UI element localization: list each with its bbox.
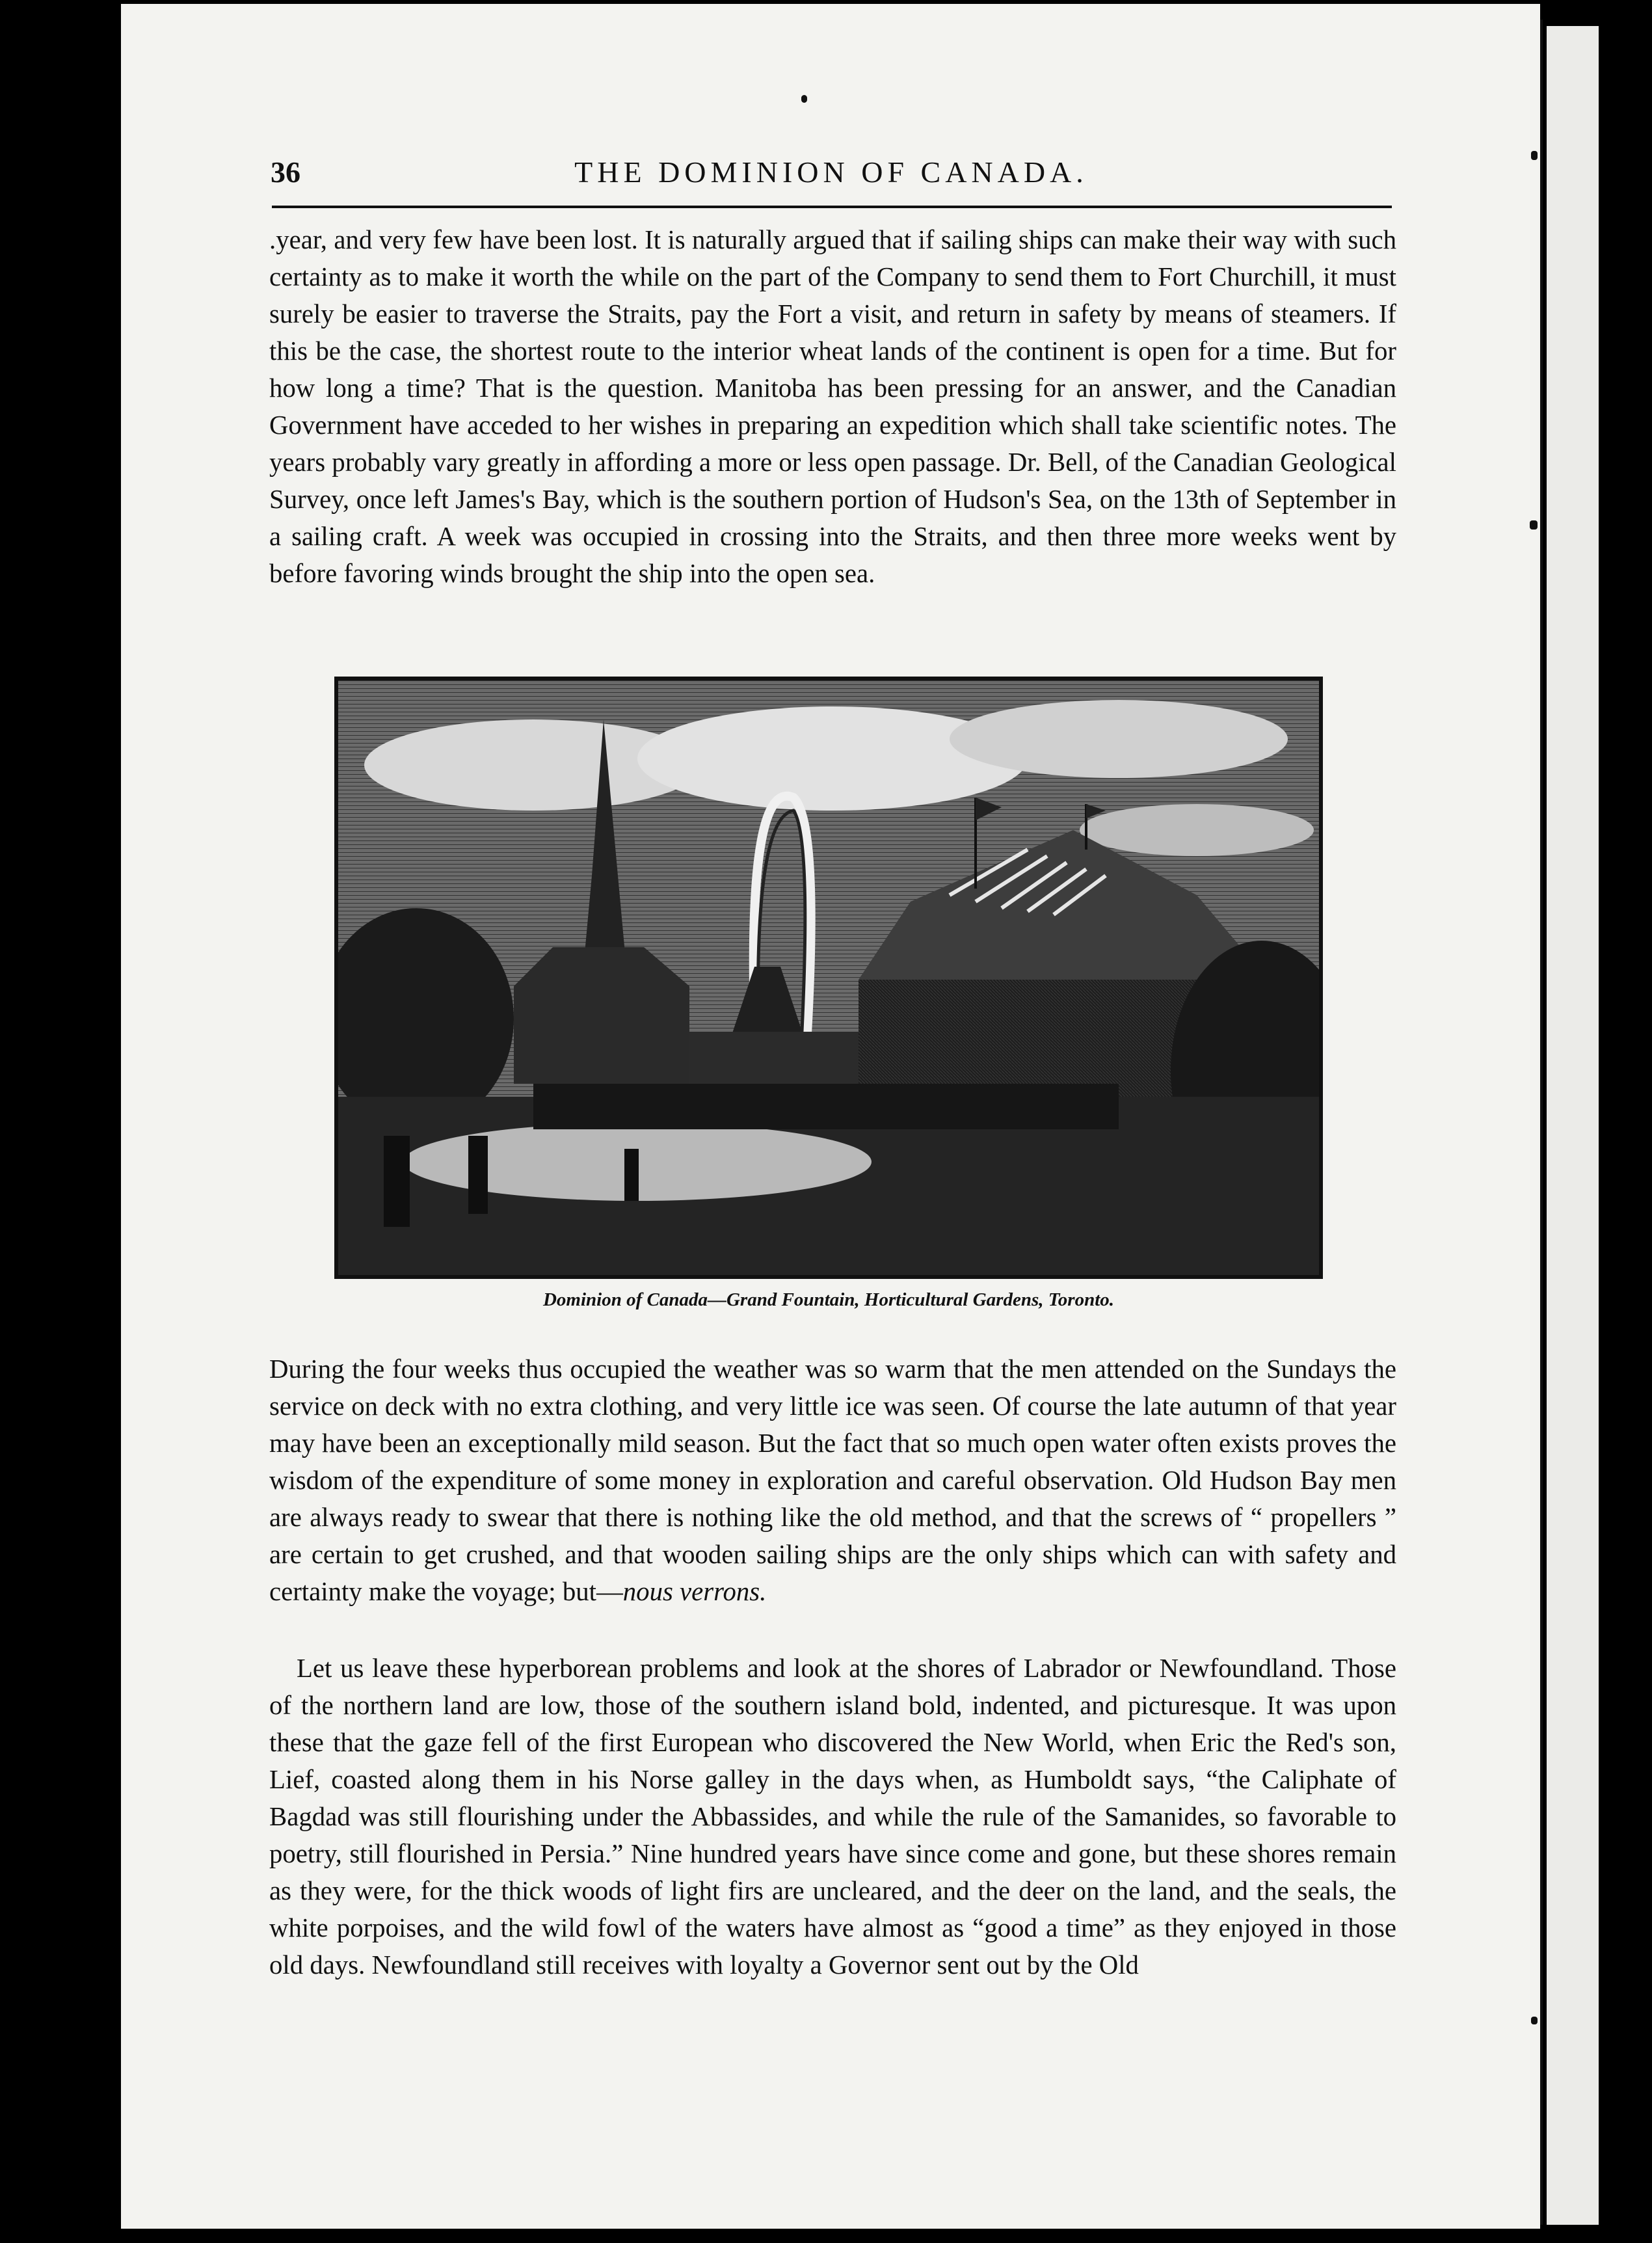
page-number: 36 (271, 155, 300, 189)
house (514, 947, 689, 1084)
engraving-grand-fountain (334, 677, 1323, 1279)
figure-person (468, 1136, 488, 1214)
italic-phrase: nous verrons. (622, 1577, 767, 1606)
cloud (1080, 804, 1314, 856)
paragraph-2-text: During the four weeks thus occupied the weather was so warm that the men attended on the Sundays the service on deck with no extra clothing, and very little ice was seen. Of course the late autumn of that year may have been an exceptionally mild season. But the fact that so much open water often exists proves the wisdom of the expenditure of some money in exploration and careful observation. Old Hudson Bay men are always ready to swear that there is nothing like the old method, and that the screws of “ propellers ” are certain to get crushed, and that wooden sailing ships are the only ships which can with safety and certainty make the voyage; but— (269, 1354, 1396, 1606)
body-paragraph-2 (269, 1350, 1396, 1610)
header-rule (272, 206, 1392, 208)
scan-speck (801, 95, 807, 103)
binding-mark (1531, 151, 1538, 160)
cloud (950, 700, 1288, 778)
body-paragraph-1: .year, and very few have been lost. It is naturally argued that if sailing ships can make their way with such certainty as to make it worth the while on the part of the Company to send them to Fort Churchill, it must surely be easier to traverse the Straits, pay the Fort a visit, and return in safety by means of steamers. If this be the case, the shortest route to the interior wheat lands of the continent is open for a time. But for how long a time? That is the question. Manitoba has been pressing for an answer, and the Canadian Government have acceded to her wishes in preparing an expedition which shall take scientific notes. The years probably vary greatly in affording a more or less open passage. Dr. Bell, of the Canadian Geological Survey, once left James's Bay, which is the southern portion of Hudson's Sea, on the 13th of September in a sailing craft. A week was occupied in crossing into the Straits, and then three more weeks went by before favoring winds brought the ship into the open sea. (269, 225, 1396, 588)
figure-caption: Dominion of Canada—Grand Fountain, Horticultural Gardens, Toronto. (542, 1289, 1115, 1310)
body-paragraph-3: Let us leave these hyperborean problems and look at the shores of Labrador or Newfoundland. Those of the northern land are low, those of the southern island bold, indented, and picturesque. It was upon these that the gaze fell of the first European who discovered the New World, when Eric the Red's son, Lief, coasted along them in his Norse galley in the days when, as Humboldt says, “the Caliphate of Bagdad was still flourishing under the Abbassides, and while the rule of the Samanides, so favorable to poetry, still flourished in Persia.” Nine hundred years have since come and gone, but these shores remain as they were, for the thick woods of light firs are uncleared, and the deer on the land, and the seals, the white porpoises, and the wild fowl of the waters have almost as “good a time” as they enjoyed in those old days. Newfoundland still receives with loyalty a Governor sent out by the Old (269, 1654, 1396, 1980)
running-header (271, 155, 1392, 200)
binding-mark (1530, 520, 1538, 530)
running-title: THE DOMINION OF CANADA. (574, 155, 1088, 189)
binding-mark (1531, 2017, 1538, 2024)
figure-person (384, 1136, 410, 1227)
figure-person (624, 1149, 639, 1201)
page-gutter-line (1540, 20, 1543, 2225)
facing-page-edge (1547, 26, 1599, 2225)
